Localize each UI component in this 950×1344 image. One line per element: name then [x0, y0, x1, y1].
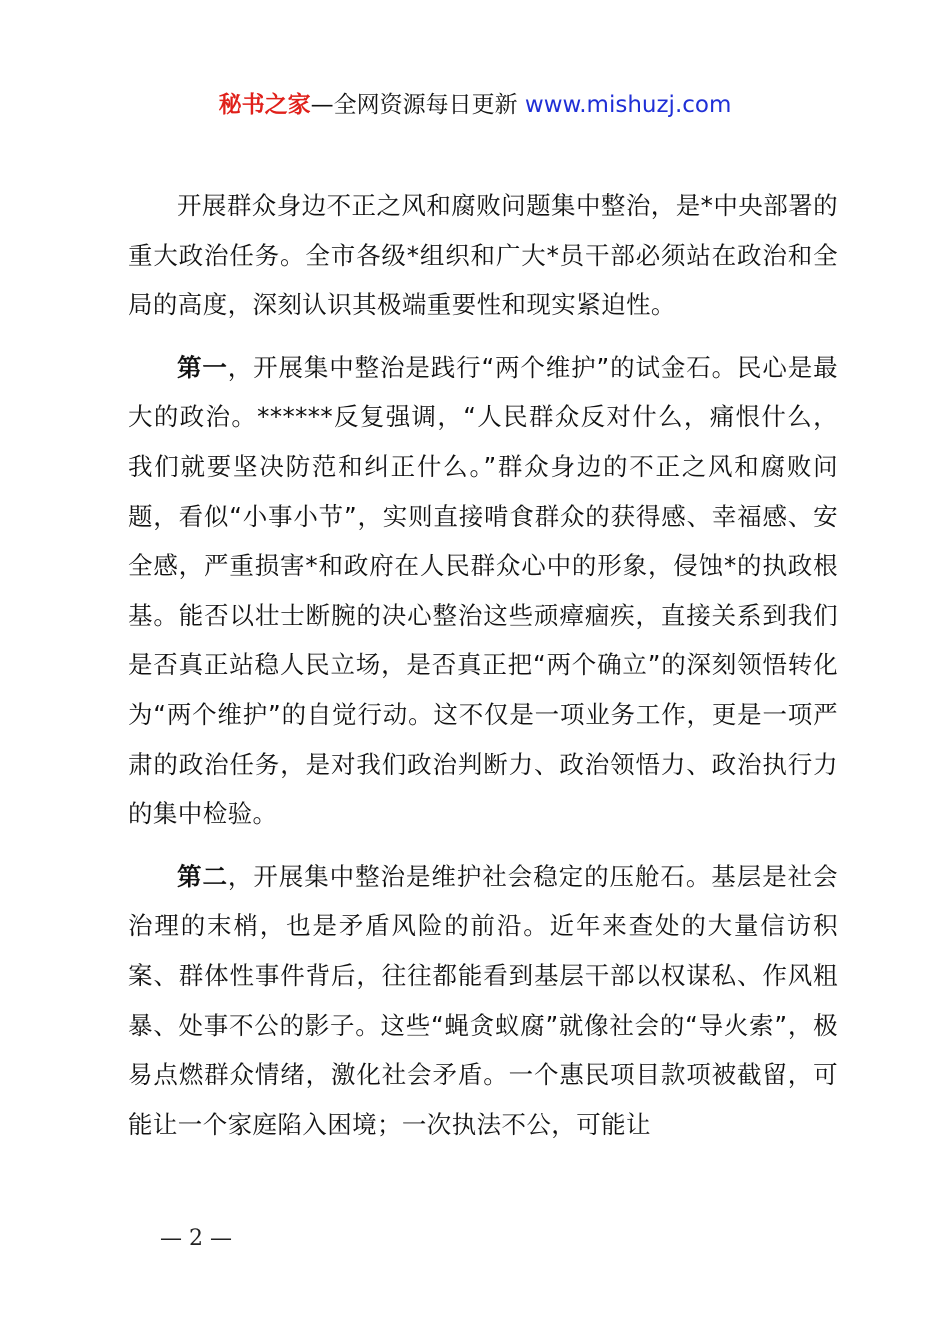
paragraph-text: ，开展集中整治是维护社会稳定的压舱石。基层是社会治理的末梢，也是矛盾风险的前沿。近年来查处的大量信访积案、群体性事件背后，往往都能看到基层干部以权谋私、作风粗暴、处事不公的影子。这些“蝇贪蚁腐”就像社会的“导火索”，极易点燃群众情绪，激化社会矛盾。一个惠民项目款项被截留，可能让一个家庭陷入困境；一次执法不公，可能让 [128, 861, 838, 1139]
paragraph-lead: 第一 [177, 352, 228, 382]
paragraph-second [128, 852, 838, 1150]
site-brand: 秘书之家 [218, 92, 311, 118]
paragraph-lead: 第二 [177, 861, 228, 891]
site-header [0, 88, 950, 122]
paragraph-first [128, 343, 838, 839]
page-number: — 2 — [160, 1226, 232, 1251]
paragraph-text: 开展群众身边不正之风和腐败问题集中整治，是*中央部署的重大政治任务。全市各级*组织和广大*员干部必须站在政治和全局的高度，深刻认识其极端重要性和现实紧迫性。 [128, 191, 838, 320]
paragraph-text: ，开展集中整治是践行“两个维护”的试金石。民心是最大的政治。******反复强调，“人民群众反对什么，痛恨什么，我们就要坚决防范和纠正什么。”群众身边的不正之风和腐败问题，看似“小事小节”，实则直接啃食群众的获得感、幸福感、安全感，严重损害*和政府在人民群众心中的形象，侵蚀*的执政根基。能否以壮士断腕的决心整治这些顽瘴痼疾，直接关系到我们是否真正站稳人民立场，是否真正把“两个确立”的深刻领悟转化为“两个维护”的自觉行动。这不仅是一项业务工作，更是一项严肃的政治任务，是对我们政治判断力、政治领悟力、政治执行力的集中检验。 [128, 352, 838, 829]
document-body [128, 181, 838, 1162]
paragraph-intro [128, 181, 838, 330]
site-url[interactable]: www.mishuzj.com [524, 92, 732, 118]
site-tagline: —全网资源每日更新 [310, 92, 525, 118]
